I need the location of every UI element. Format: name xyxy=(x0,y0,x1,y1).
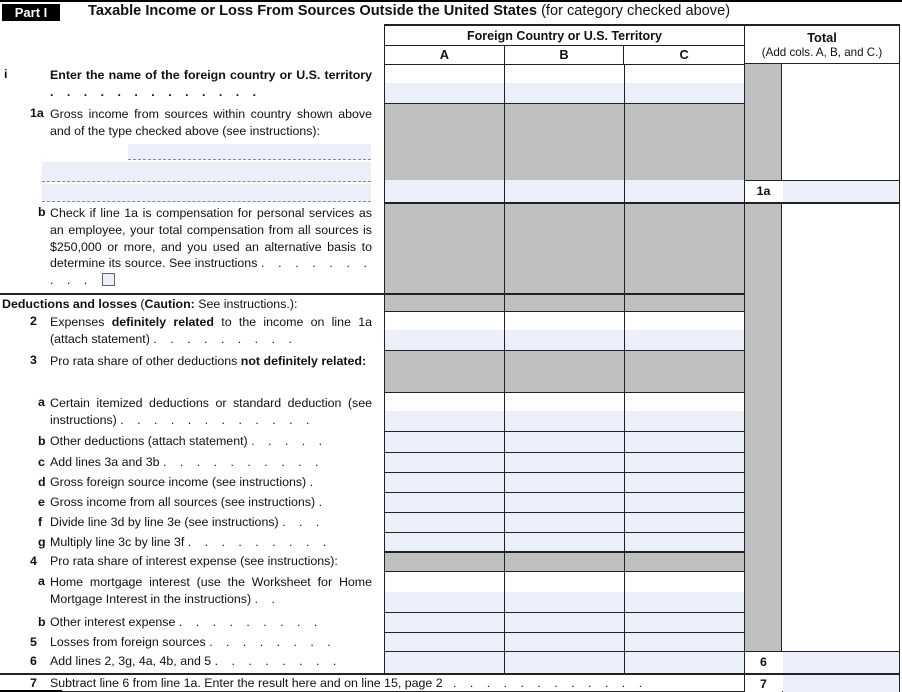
row-line-7 xyxy=(0,673,745,692)
line-3f-number: f xyxy=(38,515,43,529)
row-line-i xyxy=(0,64,745,103)
line-5-number: 5 xyxy=(30,635,37,649)
line-3e-label: Gross income from all sources (see instructions) . xyxy=(50,495,328,509)
expenses-input-c[interactable] xyxy=(625,330,744,350)
row-line-4a xyxy=(0,571,745,612)
losses-foreign-input-b[interactable] xyxy=(505,632,625,651)
line-4a-number: a xyxy=(38,574,45,588)
home-mortgage-input-b[interactable] xyxy=(505,592,624,612)
line-2-col-b-cell xyxy=(505,311,625,350)
line-2-label-cell xyxy=(0,311,385,350)
line-4-number: 4 xyxy=(30,554,37,568)
line-1b-checkbox[interactable] xyxy=(102,273,115,286)
row-deductions-header xyxy=(0,293,745,311)
line-3a-col-a-cell xyxy=(385,392,505,431)
other-deductions-input-c[interactable] xyxy=(625,431,745,452)
line-4a-col-a-cell xyxy=(385,571,505,612)
line-1a-number: 1a xyxy=(30,106,44,120)
line-1b-col-c-cell xyxy=(625,202,745,293)
part-label: Part I xyxy=(2,4,60,21)
line-4-col-a-cell xyxy=(385,551,505,571)
line-3f-label-cell xyxy=(0,512,385,532)
line-1a-col-b-cell xyxy=(505,103,625,202)
line-7-label-cell xyxy=(0,673,745,692)
multiply-3c-3f-input-b[interactable] xyxy=(505,532,625,551)
gross-income-input-c[interactable] xyxy=(625,180,744,202)
add-3a-3b-input-c[interactable] xyxy=(625,452,745,472)
row-line-6 xyxy=(0,651,745,673)
dot-leader: . . . . . . . . . . . . xyxy=(452,676,648,690)
line-3-number: 3 xyxy=(30,353,37,367)
line-3g-label-cell xyxy=(0,532,385,551)
row-line-3b xyxy=(0,431,745,452)
row-line-3g xyxy=(0,532,745,551)
add-3a-3b-input-a[interactable] xyxy=(385,452,505,472)
losses-foreign-input-c[interactable] xyxy=(625,632,745,651)
divide-3d-3e-input-b[interactable] xyxy=(505,512,625,532)
line-1b-label: Check if line 1a is compensation for personal services as an employee, your total compensation from all sources is $250,000 or more, and you used an alternative basis to determine its source. See instructions . . . . . . . . . . xyxy=(50,206,372,288)
other-interest-input-b[interactable] xyxy=(505,612,625,632)
income-type-writein-line-1[interactable] xyxy=(128,144,371,160)
dot-leader: . . . . . . . . . . xyxy=(163,455,324,469)
line-3c-label-cell xyxy=(0,452,385,472)
row-line-3f xyxy=(0,512,745,532)
line-3-col-c-cell xyxy=(625,350,745,392)
line-3e-label-cell xyxy=(0,492,385,512)
line-2-col-a-cell xyxy=(385,311,505,350)
line-4-label-cell xyxy=(0,551,385,571)
line-i-label: Enter the name of the foreign country or U.S. territory . . . . . . . . . . . . . xyxy=(50,68,372,99)
country-name-input-b[interactable] xyxy=(505,83,624,103)
gross-all-sources-input-c[interactable] xyxy=(625,492,745,512)
column-group-header: Foreign Country or U.S. Territory xyxy=(385,26,744,46)
line-3f-label: Divide line 3d by line 3e (see instructions) . . . xyxy=(50,515,325,529)
divide-3d-3e-input-a[interactable] xyxy=(385,512,505,532)
line-3-col-a-cell xyxy=(385,350,505,392)
gross-foreign-income-input-c[interactable] xyxy=(625,472,745,492)
line-3g-label: Multiply line 3c by line 3f . . . . . . . . . xyxy=(50,535,332,549)
itemized-deductions-input-c[interactable] xyxy=(625,411,744,431)
line-i-col-c-cell xyxy=(625,64,745,103)
line-3-col-b-cell xyxy=(505,350,625,392)
line-6-label: Add lines 2, 3g, 4a, 4b, and 5 . . . . . . . . xyxy=(50,654,342,668)
income-type-writein-line-2[interactable] xyxy=(42,162,371,182)
line-2-col-c-cell xyxy=(625,311,745,350)
part-title xyxy=(88,3,730,19)
multiply-3c-3f-input-c[interactable] xyxy=(625,532,745,551)
gross-income-total-input[interactable] xyxy=(783,181,899,202)
add-lines-input-b[interactable] xyxy=(505,651,625,673)
line-4b-label: Other interest expense . . . . . . . . . xyxy=(50,615,323,629)
gross-all-sources-input-b[interactable] xyxy=(505,492,625,512)
line-i-number: i xyxy=(4,67,8,81)
line-i-label-cell xyxy=(0,64,385,103)
line-1b-label-cell xyxy=(0,202,385,293)
line-1a-col-c-cell xyxy=(625,103,745,202)
table-header-row xyxy=(0,24,745,64)
line-7-total-input[interactable] xyxy=(783,675,899,692)
itemized-deductions-input-a[interactable] xyxy=(385,411,504,431)
country-columns-header xyxy=(385,24,745,64)
line-4a-label-cell xyxy=(0,571,385,612)
gross-income-input-a[interactable] xyxy=(385,180,504,202)
line-tag-strip xyxy=(745,64,782,691)
line-5-label-cell xyxy=(0,632,385,651)
line-6-number: 6 xyxy=(30,654,37,668)
income-type-writein-line-3[interactable] xyxy=(42,184,371,202)
add-lines-input-a[interactable] xyxy=(385,651,505,673)
line-3a-col-b-cell xyxy=(505,392,625,431)
part-title-text: Taxable Income or Loss From Sources Outside the United States xyxy=(88,3,537,19)
line-2-number: 2 xyxy=(30,314,37,328)
other-interest-input-a[interactable] xyxy=(385,612,505,632)
line-3g-number: g xyxy=(38,535,46,549)
row-line-1a xyxy=(0,103,745,202)
line-1b-col-b-cell xyxy=(505,202,625,293)
line-3b-label: Other deductions (attach statement) . . . . . xyxy=(50,434,328,448)
line-3-label: Pro rata share of other deductions not definitely related: xyxy=(50,354,367,368)
row-line-5 xyxy=(0,632,745,651)
row-line-2 xyxy=(0,311,745,350)
dot-leader: . . . xyxy=(282,515,325,529)
gross-all-sources-input-a[interactable] xyxy=(385,492,505,512)
deductions-col-a-cell xyxy=(385,293,505,311)
line-7-tag: 7 xyxy=(745,675,782,692)
line-4-col-c-cell xyxy=(625,551,745,571)
other-deductions-input-a[interactable] xyxy=(385,431,505,452)
line-3c-label: Add lines 3a and 3b . . . . . . . . . . xyxy=(50,455,324,469)
gross-foreign-income-input-b[interactable] xyxy=(505,472,625,492)
line-3d-label-cell xyxy=(0,472,385,492)
add-3a-3b-input-b[interactable] xyxy=(505,452,625,472)
line-i-col-b-cell xyxy=(505,64,625,103)
dot-leader: . . xyxy=(254,591,280,606)
line-4b-label-cell xyxy=(0,612,385,632)
line-6-label-cell xyxy=(0,651,385,673)
total-header xyxy=(745,24,899,64)
line-4a-col-c-cell xyxy=(625,571,745,612)
row-line-4b xyxy=(0,612,745,632)
line-7-number: 7 xyxy=(30,676,37,690)
divide-3d-3e-input-c[interactable] xyxy=(625,512,745,532)
dot-leader: . . . . . . . . . xyxy=(153,331,297,346)
line-6-tag: 6 xyxy=(745,652,782,673)
part-title-note: (for category checked above) xyxy=(541,3,731,19)
line-4a-col-b-cell xyxy=(505,571,625,612)
line-3b-label-cell xyxy=(0,431,385,452)
part1-table xyxy=(0,24,900,692)
line-7-label: 7 Subtract line 6 from line 1a. Enter the result here and on line 15, page 2 . . . . . . . . . . . . xyxy=(30,676,648,690)
dot-leader: . . . . . . . . . . . . xyxy=(120,412,315,427)
line-4-label: Pro rata share of interest expense (see instructions): xyxy=(50,554,338,568)
row-line-3c xyxy=(0,452,745,472)
row-line-3e xyxy=(0,492,745,512)
dot-leader: . . . . . . . . . . . . . xyxy=(50,84,262,99)
deductions-col-c-cell xyxy=(625,293,745,311)
itemized-deductions-input-b[interactable] xyxy=(505,411,624,431)
line-3d-number: d xyxy=(38,475,46,489)
multiply-3c-3f-input-a[interactable] xyxy=(385,532,505,551)
other-interest-input-c[interactable] xyxy=(625,612,745,632)
total-header-sub: (Add cols. A, B, and C.) xyxy=(761,46,883,59)
header-spacer xyxy=(0,24,385,64)
expenses-input-a[interactable] xyxy=(385,330,504,350)
part-header xyxy=(0,2,902,24)
other-deductions-input-b[interactable] xyxy=(505,431,625,452)
line-3a-col-c-cell xyxy=(625,392,745,431)
expenses-input-b[interactable] xyxy=(505,330,624,350)
column-a-header: A xyxy=(385,46,505,64)
deductions-header-text: Deductions and losses (Caution: See instructions.): xyxy=(2,297,298,311)
line-2-label: Expenses definitely related to the income on line 1a (attach statement) . . . . . . . . . xyxy=(50,315,373,346)
dot-leader: . xyxy=(309,475,319,489)
line-4a-label: Home mortgage interest (use the Worksheet for Home Mortgage Interest in the instructions) . . xyxy=(50,575,372,606)
deductions-col-b-cell xyxy=(505,293,625,311)
dot-leader: . . . . . xyxy=(251,434,328,448)
dot-leader: . . . . . . . . . . xyxy=(50,256,372,288)
home-mortgage-input-c[interactable] xyxy=(625,592,744,612)
line-1a-tag: 1a xyxy=(745,181,782,202)
column-b-header: B xyxy=(505,46,625,64)
add-lines-input-c[interactable] xyxy=(625,651,745,673)
row-line-3 xyxy=(0,350,745,392)
row-line-3d xyxy=(0,472,745,492)
line-3c-number: c xyxy=(38,455,45,469)
line-3b-number: b xyxy=(38,434,46,448)
divider xyxy=(745,202,899,204)
country-name-input-a[interactable] xyxy=(385,83,504,103)
line-3-label-cell xyxy=(0,350,385,392)
line-1b-number: b xyxy=(38,205,46,219)
line-5-label: Losses from foreign sources . . . . . . . . xyxy=(50,635,336,649)
row-line-1b xyxy=(0,202,745,293)
line-i-col-a-cell xyxy=(385,64,505,103)
deductions-header-cell xyxy=(0,293,385,311)
row-line-4 xyxy=(0,551,745,571)
row-line-3a xyxy=(0,392,745,431)
country-name-input-c[interactable] xyxy=(625,83,744,103)
losses-foreign-input-a[interactable] xyxy=(385,632,505,651)
total-column-body xyxy=(745,64,899,691)
line-3d-label: Gross foreign source income (see instructions) . xyxy=(50,475,319,489)
dot-leader: . . . . . . . . . xyxy=(178,615,323,629)
line-1a-label: Gross income from sources within country shown above and of the type checked above (see instructions): xyxy=(50,107,372,138)
line-1b-col-a-cell xyxy=(385,202,505,293)
gross-foreign-income-input-a[interactable] xyxy=(385,472,505,492)
dot-leader: . . . . . . . . . xyxy=(187,535,332,549)
line-6-total-input[interactable] xyxy=(783,652,899,673)
dot-leader: . . . . . . . . xyxy=(209,635,336,649)
total-column xyxy=(745,24,900,692)
line-3a-label-cell xyxy=(0,392,385,431)
line-1a-col-a-cell xyxy=(385,103,505,202)
line-3e-number: e xyxy=(38,495,45,509)
dot-leader: . . . . . . . . xyxy=(214,654,342,668)
home-mortgage-input-a[interactable] xyxy=(385,592,504,612)
total-header-label: Total xyxy=(807,30,837,45)
line-3a-label: Certain itemized deductions or standard deduction (see instructions) . . . . . . . . . . . . xyxy=(50,396,372,427)
line-4-col-b-cell xyxy=(505,551,625,571)
column-letter-row xyxy=(385,46,744,64)
dot-leader: . xyxy=(318,495,328,509)
line-1a-label-cell xyxy=(0,103,385,202)
line-4b-number: b xyxy=(38,615,46,629)
column-c-header: C xyxy=(679,47,689,62)
line-3a-number: a xyxy=(38,395,45,409)
gross-income-input-b[interactable] xyxy=(505,180,624,202)
